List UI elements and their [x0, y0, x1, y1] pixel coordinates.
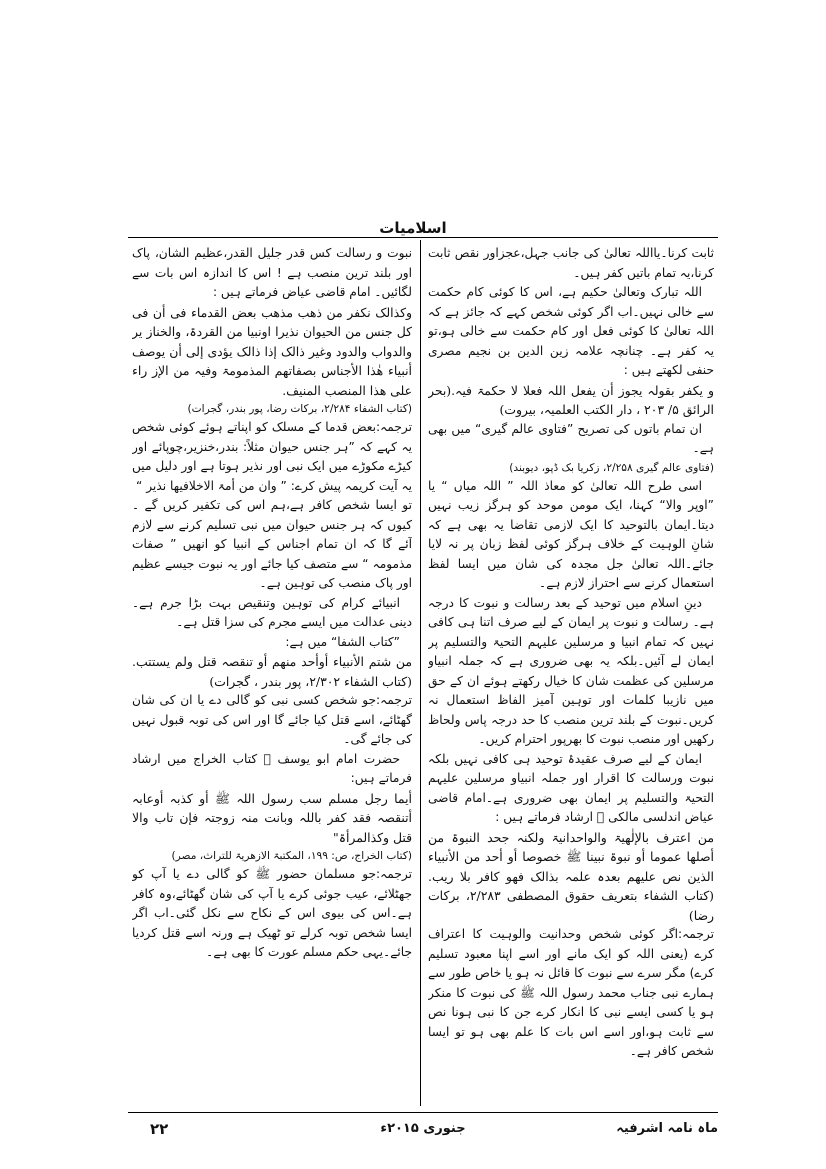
arabic-quote: و یکفر بقولہ یجوز أن یفعل اللہ فعلا لا حکمۃ فیہ.(بحر الرائق ۵/ ۲۰۳ ، دار الکتب العلمیہ، بیروت): [428, 382, 714, 417]
right-column: [428, 244, 714, 1108]
paragraph: اسی طرح اللہ تعالیٰ کو معاذ اللہ ” اللہ میاں “ یا ”اوپر والا“ کہنا، ایک مومن موحد کو ہرگز زیب نہیں دیتا۔ایمان بالتوحید کا ایک لازمی تقاضا یہ بھی ہے کہ شانِ الوہیت کے خلاف ہرگز کوئی لفظ زبان پر نہ لایا جائے۔اللہ تعالیٰ جل مجدہ کی شان میں ایسا لفظ استعمال کرنے سے احتراز لازم ہے۔: [428, 478, 714, 590]
footer-rule: [128, 1112, 718, 1113]
source-citation: (کتاب الشفاء ۲/۲۸۴، برکات رضا، پور بندر، گجرات): [187, 403, 412, 415]
paragraph: انبیائے کرام کی توہین وتنقیص بہت بڑا جرم ہے۔ دینی عدالت میں ایسے مجرم کی سزا قتل ہے۔: [132, 595, 412, 629]
paragraph: نبوت و رسالت کس قدر جلیل القدر،عظیم الشان، پاک اور بلند ترین منصب ہے ! اس کا اندازہ اس بات سے لگائیں۔ امام قاضی عیاض فرماتے ہیں :: [132, 246, 412, 299]
translation-paragraph: ترجمہ:بعض قدما کے مسلک کو اپناتے ہوئے کوئی شخص یہ کہے کہ ”ہر جنس حیوان مثلاً: بندر،خنزیر،چوپائے اور کیڑے مکوڑے میں ایک نبی اور نذیر ہوتا ہے اور دلیل میں یہ آیت کریمہ پیش کرے: ” وان من أمۃ الاخلافیھا نذیر “: [132, 420, 412, 493]
issue-date: جنوری ۲۰۱۵ء: [380, 1121, 466, 1136]
paragraph: اللہ تبارک وتعالیٰ حکیم ہے، اس کا کوئی کام حکمت سے خالی نہیں۔اب اگر کوئی شخص کہے کہ جائز ہے کہ اللہ تعالیٰ کا کوئی فعل اور کام حکمت سے خالی ہو،تو یہ کفر ہے۔ چنانچہ علامہ زین الدین بن نجیم مصری حنفی لکھتے ہیں :: [428, 285, 714, 377]
paragraph: ایمان کے لیے صرف عقیدۂ توحید ہی کافی نہیں بلکہ نبوت ورسالت کا اقرار اور جملہ انبیاو مرسلین علیہم التحیۃ والتسلیم پر ایمان بھی ضروری ہے۔امام قاضی عیاض اندلسی مالکی ﷫ ارشاد فرماتے ہیں :: [428, 751, 714, 824]
column-divider: [420, 240, 421, 1106]
paragraph: حضرت امام ابو یوسف ﷫ کتاب الخراج میں ارشاد فرماتے ہیں:: [132, 751, 412, 785]
paragraph: ”کتاب الشفا“ میں ہے:: [285, 634, 400, 649]
arabic-quote: من شتم الأنبیاء أوأحد منھم أو تنقصہ قتل ولم یستتب.(کتاب الشفاء ۲/۳۰۲، پور بندر ، گجرات): [132, 654, 412, 689]
left-column: [132, 244, 412, 1108]
translation-paragraph: ترجمہ:جو شخص کسی نبی کو گالی دے یا ان کی شان گھٹائے، اسے قتل کیا جائے گا اور اس کی توبہ قبول نہیں کی جائے گی۔: [132, 693, 412, 746]
arabic-quote: وکذالک نکفر من ذھب مذھب بعض القدماء فی أن فی کل جنس من الحیوان نذیرا اونبیا من القردۃ، والخناز یر والدواب والدود وغیر ذالک إذا ذالک یؤدی إلی أن یوصف أنبیاء ھٰذا الأجناس بصفاتھم المذمومۃ وفیہ من الإز راء علی ھذا المنصب المنیف.: [132, 304, 412, 398]
paragraph: ان تمام باتوں کی تصریح ”فتاوی عالم گیری“ میں بھی ہے۔: [428, 421, 714, 455]
translation-paragraph: ترجمہ:جو مسلمان حضور ﷺ کو گالی دے یا آپ کو جھٹلائے، عیب جوئی کرے یا آپ کی شان گھٹائے،وہ کافر ہے۔اس کی بیوی اس کے نکاح سے نکل گئی۔اب اگر ایسا شخص توبہ کرلے تو ٹھیک ہے ورنہ اسے قتل کردیا جائے۔یہی حکم مسلم عورت کا بھی ہے۔: [132, 867, 412, 959]
source-citation: (فتاوی عالم گیری ۲/۲۵۸، زکریا بک ڈپو، دیوبند): [509, 461, 714, 474]
journal-name: ماہ نامہ اشرفیہ: [616, 1121, 718, 1136]
section-title: اسلامیات: [379, 219, 447, 237]
paragraph: ثابت کرنا۔یااللہ تعالیٰ کی جانب جہل،عجزاور نقص ثابت کرنا،یہ تمام باتیں کفر ہیں۔: [428, 246, 714, 280]
translation-paragraph: ترجمہ:اگر کوئی شخص وحدانیت والوہیت کا اعتراف کرے (یعنی اللہ کو ایک مانے اور اسے اپنا معبود تسلیم کرے) مگر سرے سے نبوت کا قائل نہ ہو یا خاص طور سے ہمارے نبی جناب محمد رسول اللہ ﷺ کی نبوت کا منکر ہو یا کسی ایسے نبی کا انکار کرے جن کا نبی ہونا نص سے ثابت ہو،اور اسے اس بات کا علم بھی ہو تو ایسا شخص کافر ہے۔: [428, 927, 714, 1058]
page-number: ۲۲: [150, 1120, 169, 1138]
paragraph: دینِ اسلام میں توحید کے بعد رسالت و نبوت کا درجہ ہے۔ رسالت و نبوت پر ایمان کے لیے صرف اتنا ہی کافی نہیں کہ تمام انبیا و مرسلین علیہم التحیۃ والتسلیم پر ایمان لے آئیں۔بلکہ یہ بھی ضروری ہے کہ جملہ انبیاو مرسلین کی عظمت شان کا خیال رکھتے ہوئے ان کے حق میں نازیبا کلمات اور توہین آمیز الفاظ استعمال نہ کریں۔نبوت کے بلند ترین منصب کا حد درجہ پاس ولحاظ رکھیں اور منصب نبوت کا بھرپور احترام کریں۔: [428, 595, 714, 746]
paragraph: تو ایسا شخص کافر ہے،ہم اس کی تکفیر کریں گے ۔کیوں کہ ہر جنس حیوان میں نبی تسلیم کرنے سے لازم آئے گا کہ ان تمام اجناس کے انبیا کو انھیں ” صفات مذمومہ “ سے متصف کیا جائے اور یہ نبوت جیسے عظیم اور پاک منصب کی توہین ہے۔: [132, 498, 412, 590]
source-citation: (کتاب الخراج، ص: ۱۹۹، المکتبۃ الازھریۃ للتراث، مصر): [171, 850, 412, 862]
arabic-quote: من اعترف بالإلٰھیۃ والواحدانیۃ ولکنہ جحد النبوۃ من أصلھا عموما أو نبوۃ نبینا ﷺ خصوصا أو أحد من الأنبیاء الذین نص علیھم بعدہ علمہ بذالک فھو کافر بلا ریب.(کتاب الشفاء بتعریف حقوق المصطفی ۲/۲۸۳، برکات رضا): [428, 829, 714, 923]
arabic-quote: أیما رجل مسلم سب رسول اللہ ﷺ أو کذبہ أوعابہ أتنقصہ فقد کفر باللہ وبانت منہ زوجتہ فإن تاب والا قتل وکذالمرأۃ": [132, 790, 412, 845]
header-rule: [128, 237, 718, 238]
footer: [128, 1118, 718, 1140]
